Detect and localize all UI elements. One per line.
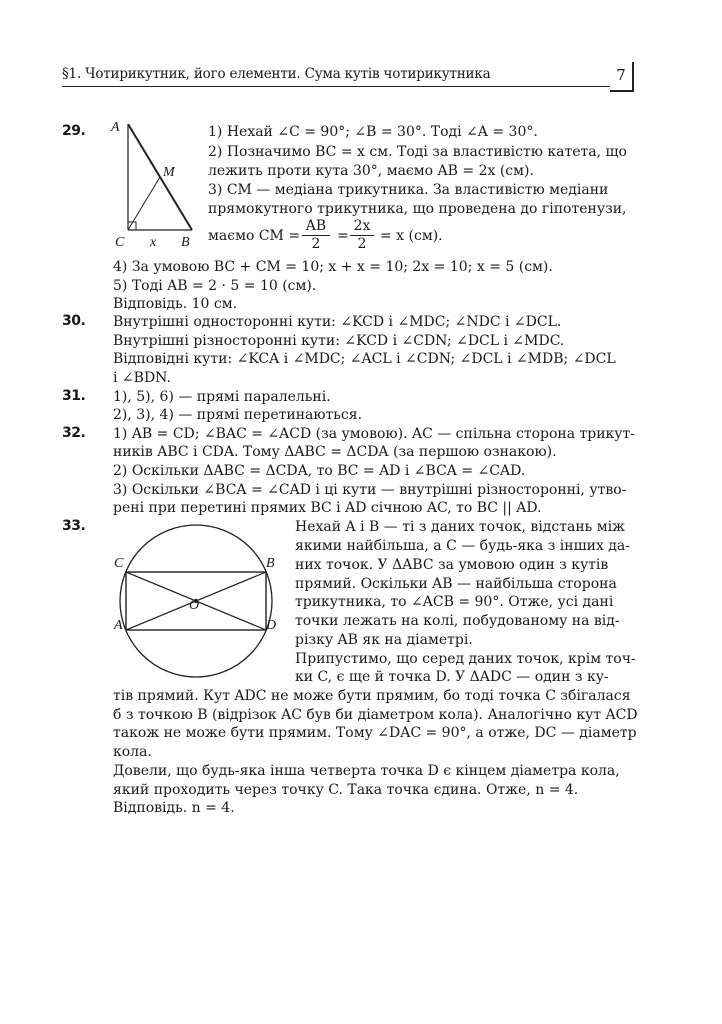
p33-line: який проходить через точку C. Така точка єдина. Отже, n = 4. xyxy=(113,782,579,798)
p32-line: 3) Оскільки ∠BCA = ∠CAD і ці кути — внутрішні різносторонні, утво- xyxy=(113,482,627,498)
fraction-numerator: 2x xyxy=(353,218,371,234)
p29-line: 3) CM — медіана трикутника. За властивістю медіани xyxy=(208,182,609,198)
p29-line: 4) За умовою BC + CM = 10; x + x = 10; 2x = 10; x = 5 (см). xyxy=(113,259,553,275)
page-number: 7 xyxy=(616,66,626,84)
fraction-numerator: AB xyxy=(305,218,327,234)
p33-line: ки C, є ще й точка D. У ΔADC — один з ку- xyxy=(295,669,609,685)
p29-line: 5) Тоді AB = 2 · 5 = 10 (см). xyxy=(113,278,317,294)
fraction-denominator: 2 xyxy=(350,235,374,252)
p29-line: 1) Нехай ∠C = 90°; ∠B = 30°. Тоді ∠A = 30°. xyxy=(208,124,538,140)
equals-sign: = xyxy=(337,228,349,244)
fig29-label-M: M xyxy=(163,165,175,180)
p33-line: різку AB як на діаметрі. xyxy=(295,632,473,648)
p33-line: них точок. У ΔABC за умовою один з кутів xyxy=(295,557,609,573)
p32-line: ників ABC і CDA. Тому ΔABC = ΔCDA (за першою ознакою). xyxy=(113,444,557,460)
fraction-denominator: 2 xyxy=(302,235,330,252)
running-header: §1. Чотирикутник, його елементи. Сума кутів чотирикутника xyxy=(62,66,491,82)
problem-30-number: 30. xyxy=(62,313,86,329)
p33-answer: Відповідь. n = 4. xyxy=(113,800,235,816)
p32-line: 1) AB = CD; ∠BAC = ∠ACD (за умовою). AC — спільна сторона трикут- xyxy=(113,426,636,442)
problem-29-number: 29. xyxy=(62,123,86,139)
fraction-ab-over-2 xyxy=(302,218,330,252)
fig29-label-x: x xyxy=(150,235,157,250)
p29-line: лежить проти кута 30°, маємо AB = 2x (см). xyxy=(208,163,534,179)
fig29-label-C: C xyxy=(115,235,125,250)
fig29-label-B: B xyxy=(181,235,190,250)
fig33-label-B: B xyxy=(266,556,275,571)
fig33-label-D: D xyxy=(266,618,277,633)
p33-line: б з точкою B (відрізок AC був би діаметром кола). Аналогічно кут ACD xyxy=(113,707,638,723)
p33-line: прямий. Оскільки AB — найбільша сторона xyxy=(295,576,617,592)
fig33-label-O: O xyxy=(189,598,200,613)
p33-line: кола. xyxy=(113,744,152,760)
p30-line: Внутрішні різносторонні кути: ∠KCD і ∠CDN; ∠DCL і ∠MDC. xyxy=(113,333,565,349)
p30-line: і ∠BDN. xyxy=(113,370,171,386)
p33-line: тів прямий. Кут ADC не може бути прямим, бо тоді точка C збігалася xyxy=(113,688,631,704)
p31-line: 1), 5), 6) — прямі паралельні. xyxy=(113,389,331,405)
p30-line: Внутрішні односторонні кути: ∠KCD і ∠MDC; ∠NDC і ∠DCL. xyxy=(113,314,562,330)
p33-line: точки лежать на колі, побудованому на від- xyxy=(295,613,620,629)
fig33-label-C: C xyxy=(114,556,124,571)
problem-32-number: 32. xyxy=(62,425,86,441)
p29-fraction-tail: = x (см). xyxy=(380,228,443,244)
p33-line: трикутника, то ∠ACB = 90°. Отже, усі дані xyxy=(295,594,614,610)
fraction-2x-over-2 xyxy=(350,218,374,252)
fig33-label-A: A xyxy=(114,618,123,633)
p30-line: Відповідні кути: ∠KCA і ∠MDC; ∠ACL і ∠CDN; ∠DCL і ∠MDB; ∠DCL xyxy=(113,351,616,367)
p33-line: Нехай A і B — ті з даних точок, відстань між xyxy=(295,519,625,535)
p29-line: маємо CM = xyxy=(208,228,301,244)
problem-33-number: 33. xyxy=(62,518,86,534)
p29-line: 2) Позначимо BC = x см. Тоді за властивістю катета, що xyxy=(208,144,627,160)
p33-line: Довели, що будь-яка інша четверта точка D є кінцем діаметра кола, xyxy=(113,763,620,779)
p32-line: 2) Оскільки ΔABC = ΔCDA, то BC = AD і ∠BCA = ∠CAD. xyxy=(113,463,526,479)
p32-line: рені при перетині прямих BC і AD січною AC, то BC || AD. xyxy=(113,500,542,516)
fig29-label-A: A xyxy=(111,120,120,135)
p29-line: прямокутного трикутника, що проведена до гіпотенузи, xyxy=(208,201,627,217)
p33-line: якими найбільша, а C — будь-яка з інших да- xyxy=(295,538,630,554)
figure-right-triangle xyxy=(108,118,206,250)
problem-31-number: 31. xyxy=(62,388,86,404)
p33-line: також не може бути прямим. Тому ∠DAC = 90°, а отже, DC — діаметр xyxy=(113,725,637,741)
p33-line: Припустимо, що серед даних точок, крім точ- xyxy=(295,651,636,667)
header-rule xyxy=(62,86,610,87)
p29-answer: Відповідь. 10 см. xyxy=(113,296,238,312)
p31-line: 2), 3), 4) — прямі перетинаються. xyxy=(113,407,363,423)
